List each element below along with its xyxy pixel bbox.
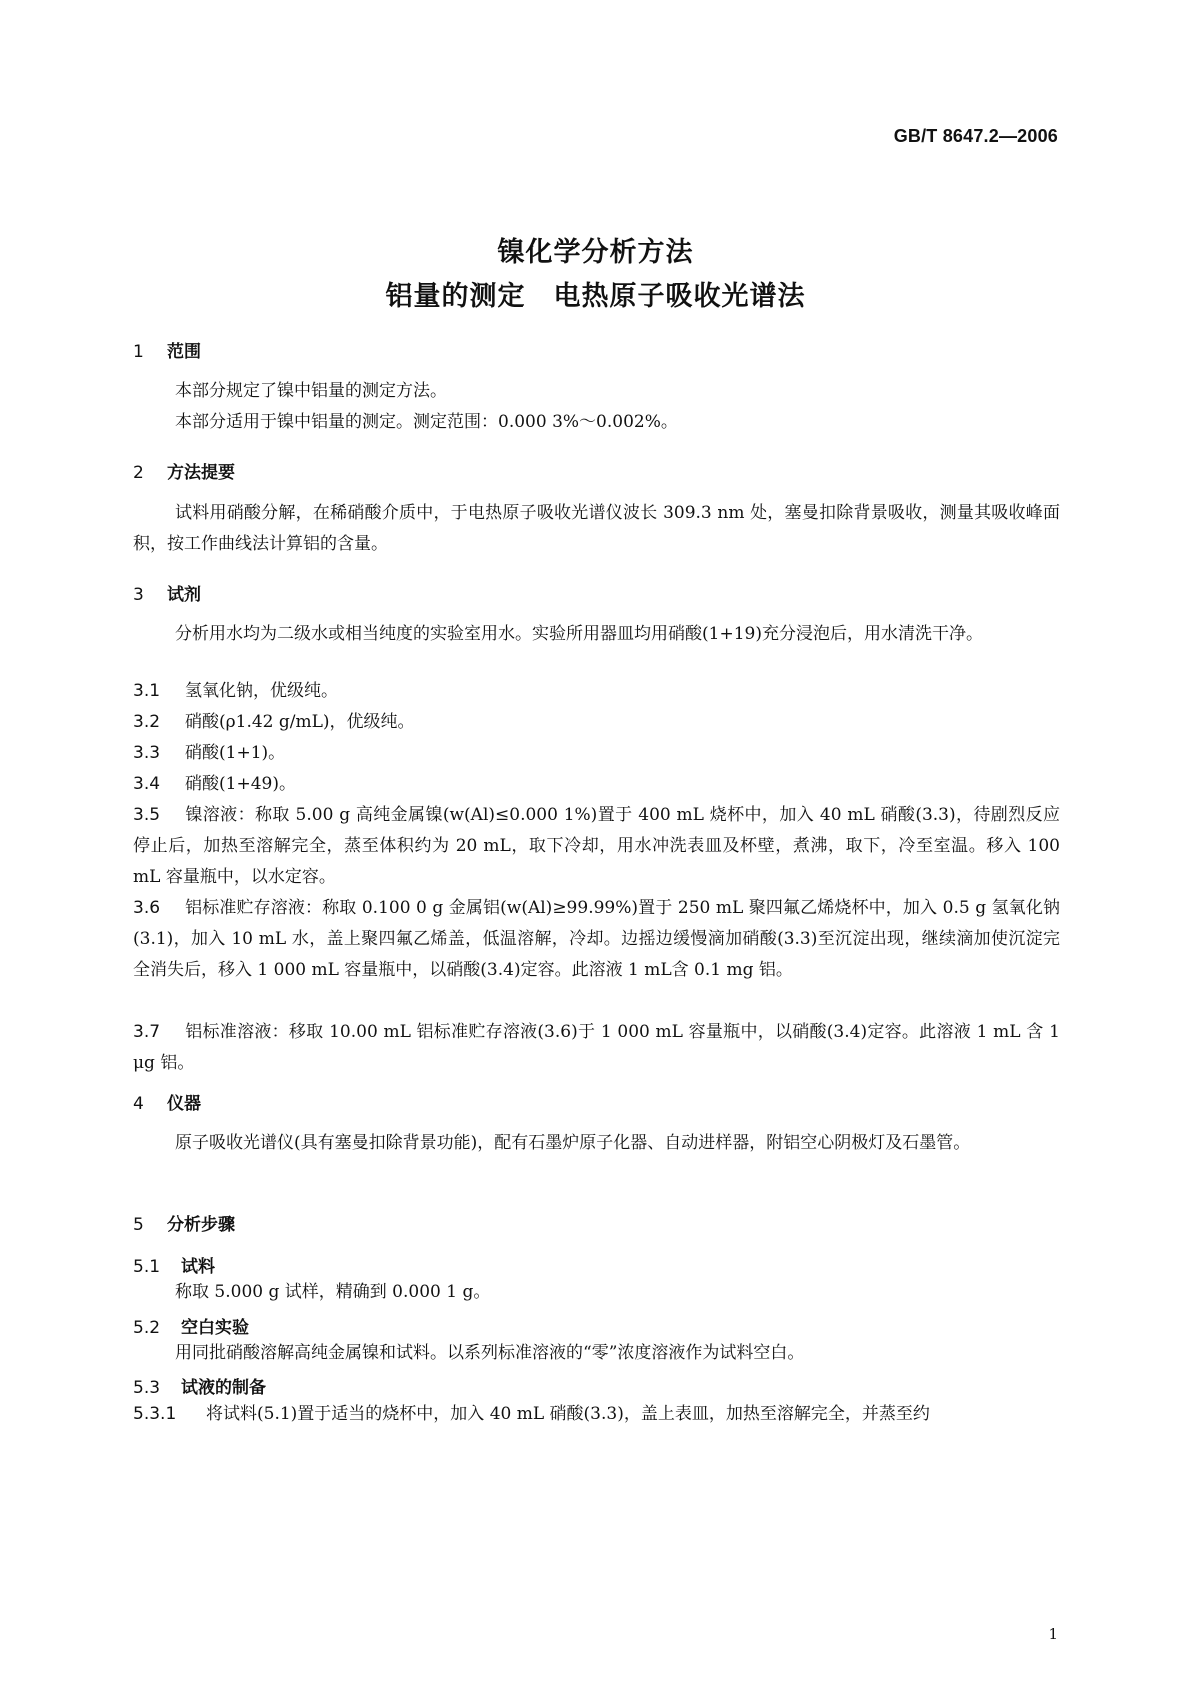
subsection-number: 5.1 bbox=[133, 1257, 161, 1277]
standard-code: GB/T 8647.2—2006 bbox=[893, 126, 1058, 146]
clause-3-4 bbox=[133, 769, 1060, 800]
clause-number: 5.3.1 bbox=[133, 1404, 177, 1424]
clause-3-6 bbox=[133, 893, 1060, 986]
clause-text: 镍溶液：称取 5.00 g 高纯金属镍(w(Al)≤0.000 1%)置于 400 mL 烧杯中，加入 40 mL 硝酸(3.3)，待剧烈反应停止后，加热至溶解完全，蒸至体积约为 20 mL，取下冷却，用水冲洗表皿及杯壁，煮沸，取下，冷至室温。移入 100 mL 容量瓶中，以水定容。 bbox=[133, 805, 1060, 887]
section-number: 4 bbox=[133, 1094, 144, 1114]
section-3-heading bbox=[133, 580, 201, 605]
clause-3-1 bbox=[133, 676, 1060, 707]
clause-3-5 bbox=[133, 800, 1060, 893]
clause-text: 硝酸(ρ1.42 g/mL)，优级纯。 bbox=[185, 712, 415, 732]
subsection-5-3-heading bbox=[133, 1373, 266, 1398]
section-1-para-2: 本部分适用于镍中铝量的测定。测定范围：0.000 3%～0.002%。 bbox=[175, 412, 678, 432]
subsection-title: 空白实验 bbox=[181, 1318, 249, 1338]
subsection-5-1-para: 称取 5.000 g 试样，精确到 0.000 1 g。 bbox=[175, 1282, 491, 1302]
clause-number: 3.1 bbox=[133, 681, 161, 701]
clause-text: 铝标准溶液：移取 10.00 mL 铝标准贮存溶液(3.6)于 1 000 mL 容量瓶中，以硝酸(3.4)定容。此溶液 1 mL 含 1 μg 铝。 bbox=[133, 1022, 1060, 1073]
subsection-5-1-heading bbox=[133, 1252, 215, 1277]
clause-text: 将试料(5.1)置于适当的烧杯中，加入 40 mL 硝酸(3.3)，盖上表皿，加热至溶解完全，并蒸至约 bbox=[206, 1404, 930, 1424]
subsection-number: 5.2 bbox=[133, 1318, 161, 1338]
clause-3-2 bbox=[133, 707, 1060, 738]
subsection-title: 试料 bbox=[181, 1257, 215, 1277]
section-5-heading bbox=[133, 1210, 235, 1235]
section-title: 分析步骤 bbox=[167, 1215, 235, 1235]
section-number: 5 bbox=[133, 1215, 144, 1235]
section-1-para-1: 本部分规定了镍中铝量的测定方法。 bbox=[175, 381, 447, 401]
clause-text: 铝标准贮存溶液：称取 0.100 0 g 金属铝(w(Al)≥99.99%)置于 250 mL 聚四氟乙烯烧杯中，加入 0.5 g 氢氧化钠(3.1)，加入 10 mL 水，盖上聚四氟乙烯盖，低温溶解，冷却。边摇边缓慢滴加硝酸(3.3)至沉淀出现，继续滴加使沉淀完全消失后，移入 1 000 mL 容量瓶中，以硝酸(3.4)定容。此溶液 1 mL含 0.1 mg 铝。 bbox=[133, 898, 1060, 980]
doc-title-line1: 镍化学分析方法 bbox=[497, 237, 694, 268]
clause-text: 硝酸(1+1)。 bbox=[185, 743, 286, 763]
clause-5-3-1 bbox=[133, 1399, 1060, 1430]
clause-number: 3.7 bbox=[133, 1022, 161, 1042]
subsection-number: 5.3 bbox=[133, 1378, 161, 1398]
section-3-intro: 分析用水均为二级水或相当纯度的实验室用水。实验所用器皿均用硝酸(1+19)充分浸泡后，用水清洗干净。 bbox=[175, 624, 983, 644]
section-number: 2 bbox=[133, 463, 144, 483]
section-title: 方法提要 bbox=[167, 463, 235, 483]
clause-number: 3.4 bbox=[133, 774, 161, 794]
page-number: 1 bbox=[1048, 1625, 1058, 1643]
section-title: 范围 bbox=[167, 342, 201, 362]
clause-text: 硝酸(1+49)。 bbox=[185, 774, 296, 794]
subsection-title: 试液的制备 bbox=[181, 1378, 266, 1398]
section-number: 1 bbox=[133, 342, 144, 362]
subsection-5-2-heading bbox=[133, 1313, 249, 1338]
section-number: 3 bbox=[133, 585, 144, 605]
section-title: 仪器 bbox=[167, 1094, 201, 1114]
clause-number: 3.3 bbox=[133, 743, 161, 763]
section-2-heading bbox=[133, 458, 235, 483]
doc-title-line2: 铝量的测定 电热原子吸收光谱法 bbox=[385, 281, 806, 312]
clause-3-7 bbox=[133, 1017, 1060, 1079]
clause-text: 氢氧化钠，优级纯。 bbox=[185, 681, 338, 701]
clause-number: 3.5 bbox=[133, 805, 161, 825]
section-4-heading bbox=[133, 1089, 201, 1114]
clause-number: 3.2 bbox=[133, 712, 161, 732]
section-1-heading bbox=[133, 337, 201, 362]
section-4-para: 原子吸收光谱仪(具有塞曼扣除背景功能)，配有石墨炉原子化器、自动进样器，附铝空心阴极灯及石墨管。 bbox=[175, 1133, 971, 1153]
section-title: 试剂 bbox=[167, 585, 201, 605]
subsection-5-2-para: 用同批硝酸溶解高纯金属镍和试料。以系列标准溶液的“零”浓度溶液作为试料空白。 bbox=[175, 1343, 805, 1363]
clause-3-3 bbox=[133, 738, 1060, 769]
clause-number: 3.6 bbox=[133, 898, 161, 918]
section-2-para: 试料用硝酸分解，在稀硝酸介质中，于电热原子吸收光谱仪波长 309.3 nm 处，塞曼扣除背景吸收，测量其吸收峰面积，按工作曲线法计算铝的含量。 bbox=[133, 503, 1060, 554]
